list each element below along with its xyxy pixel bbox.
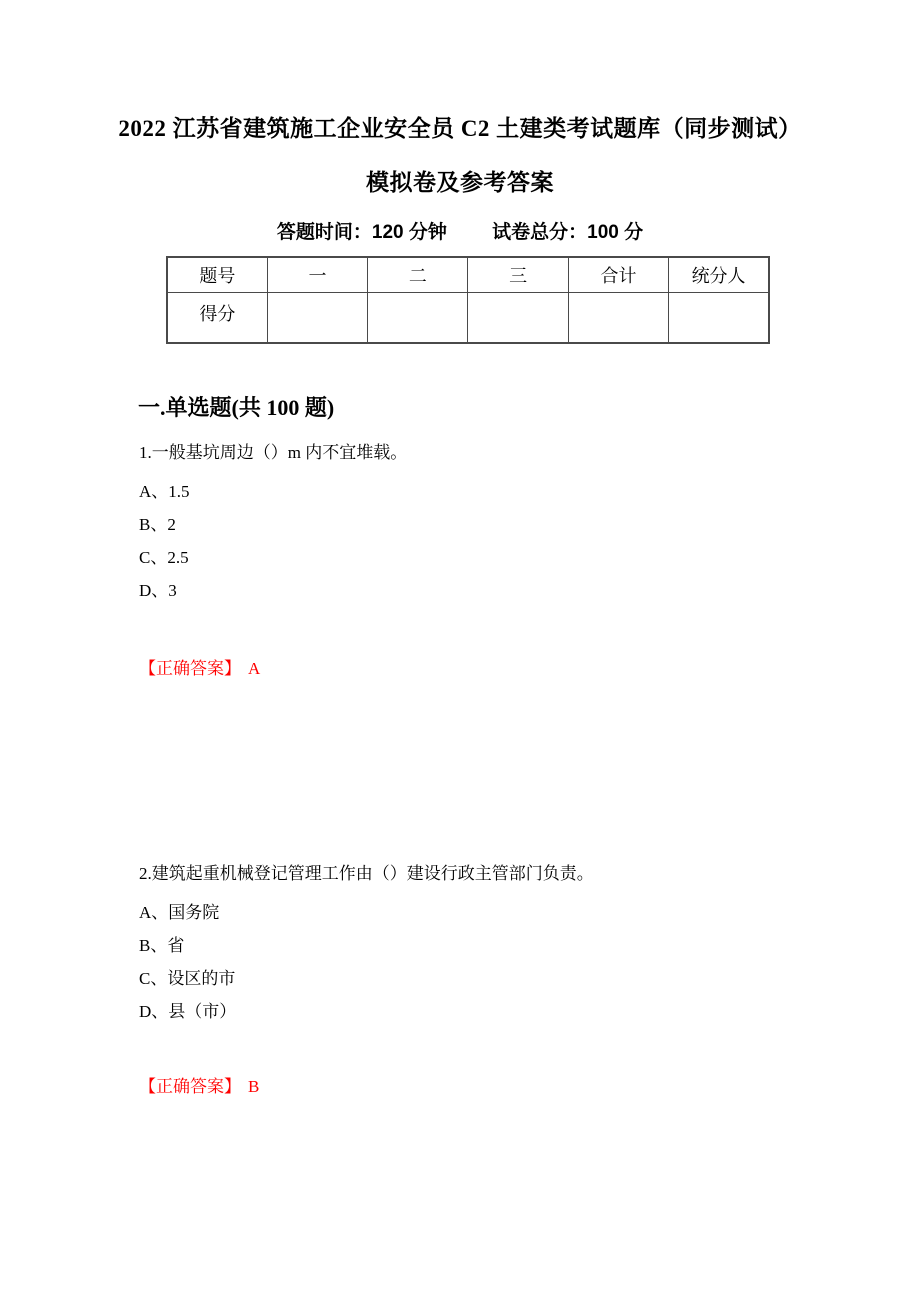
exam-total-score-text: 试卷总分：100 分 [492,222,644,243]
correct-answer-label: 【正确答案】 [139,659,241,678]
score-table-score-label: 得分 [167,293,267,344]
score-table [166,256,770,344]
score-table-empty-cell [368,293,468,344]
question-2-answer-value: B [248,1077,260,1096]
question-1-option-b: B、2 [139,515,176,534]
question-2-option-c: C、设区的市 [139,969,236,988]
score-table-header-question-number: 题号 [167,257,267,293]
exam-info-row [0,217,920,244]
document-title-line-1: 2022 江苏省建筑施工企业安全员 C2 土建类考试题库（同步测试） [118,116,802,141]
question-2-option-a: A、国务院 [139,903,220,922]
question-2-option-b: B、省 [139,936,185,955]
score-table-empty-cell [468,293,568,344]
question-1-text: 1.一般基坑周边（）m 内不宜堆载。 [139,443,408,462]
question-1-answer-line [139,654,260,679]
score-table-header-part-three: 三 [468,257,568,293]
question-1-option-c: C、2.5 [139,548,189,567]
question-1 [139,441,407,613]
question-2 [139,862,594,1034]
score-table-header-row [167,257,769,293]
correct-answer-label: 【正确答案】 [139,1077,241,1096]
section-heading-single-choice: 一.单选题(共 100 题) [138,395,335,420]
score-table-score-row [167,293,769,344]
score-table-header-scorer: 统分人 [669,257,769,293]
score-table-empty-cell [568,293,668,344]
question-2-option-d: D、县（市） [139,1002,237,1021]
score-table-empty-cell [669,293,769,344]
exam-duration-text: 答题时间：120 分钟 [276,222,447,243]
question-1-option-d: D、3 [139,581,177,600]
question-2-text: 2.建筑起重机械登记管理工作由（）建设行政主管部门负责。 [139,864,594,883]
question-2-answer-line [139,1072,259,1097]
score-table-header-total: 合计 [568,257,668,293]
document-title-line-2: 模拟卷及参考答案 [366,170,554,195]
question-1-answer-value: A [248,659,261,678]
score-table-header-part-two: 二 [368,257,468,293]
score-table-empty-cell [267,293,367,344]
question-1-option-a: A、1.5 [139,482,190,501]
score-table-header-part-one: 一 [267,257,367,293]
